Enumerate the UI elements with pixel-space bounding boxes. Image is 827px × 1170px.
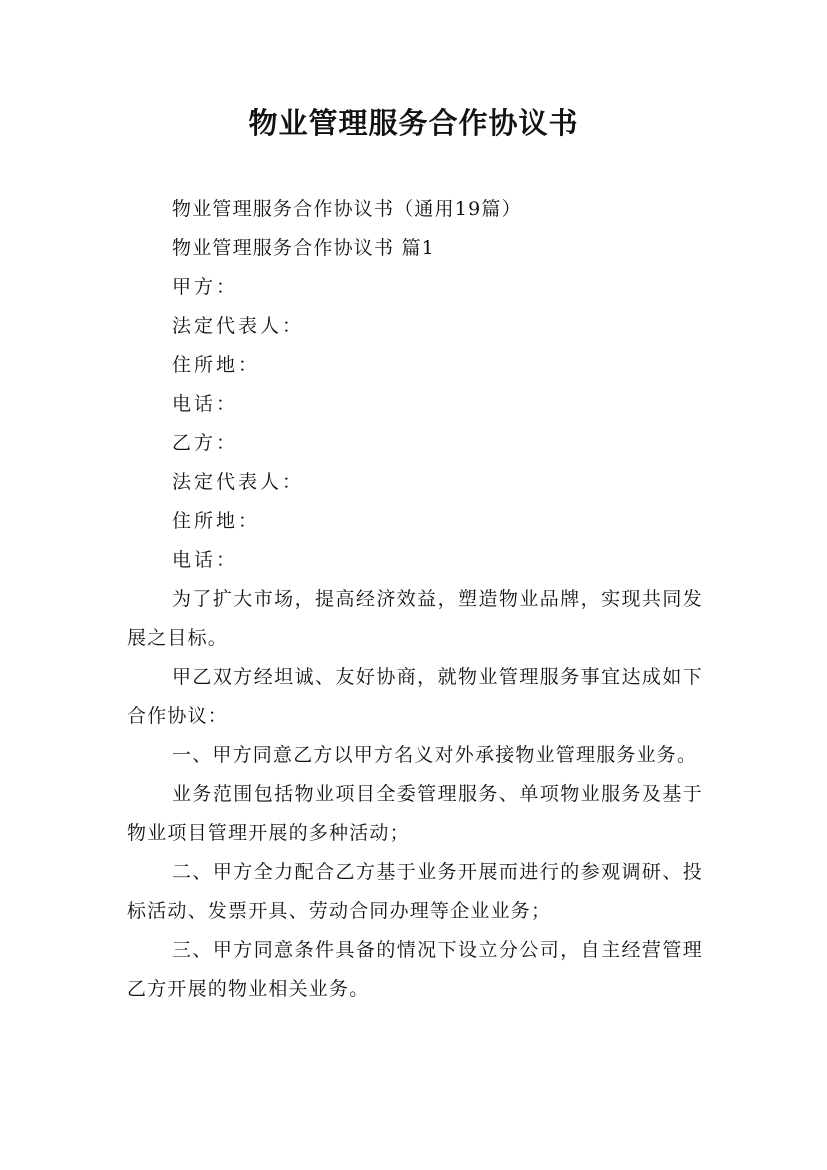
section-heading: 物业管理服务合作协议书 篇1: [172, 237, 435, 259]
party-a-label: 甲方：: [172, 276, 239, 298]
clause-1-paragraph: 一、甲方同意乙方以甲方名义对外承接物业管理服务业务。: [172, 744, 698, 766]
party-b-phone-label: 电话：: [172, 549, 239, 571]
party-b-label: 乙方：: [172, 432, 239, 454]
party-a-legal-rep-label: 法定代表人：: [172, 315, 305, 337]
clause-3-paragraph: 三、甲方同意条件具备的情况下设立分公司，自主经营管理乙方开展的物业相关业务。: [127, 939, 703, 1000]
subtitle-paragraph: 物业管理服务合作协议书（通用19篇）: [172, 198, 522, 220]
party-b-address-label: 住所地：: [172, 510, 261, 532]
clause-2-paragraph: 二、甲方全力配合乙方基于业务开展而进行的参观调研、投标活动、发票开具、劳动合同办理等企业业务；: [127, 861, 703, 922]
party-a-address-label: 住所地：: [172, 354, 261, 376]
party-b-legal-rep-label: 法定代表人：: [172, 471, 305, 493]
party-a-phone-label: 电话：: [172, 393, 239, 415]
negotiation-paragraph: 甲乙双方经坦诚、友好协商，就物业管理服务事宜达成如下合作协议：: [127, 666, 703, 727]
document-body: [127, 190, 703, 1009]
scope-paragraph: 业务范围包括物业项目全委管理服务、单项物业服务及基于物业项目管理开展的多种活动；: [127, 783, 703, 844]
document-title: 物业管理服务合作协议书: [248, 106, 579, 140]
purpose-paragraph: 为了扩大市场，提高经济效益，塑造物业品牌，实现共同发展之目标。: [127, 588, 703, 649]
